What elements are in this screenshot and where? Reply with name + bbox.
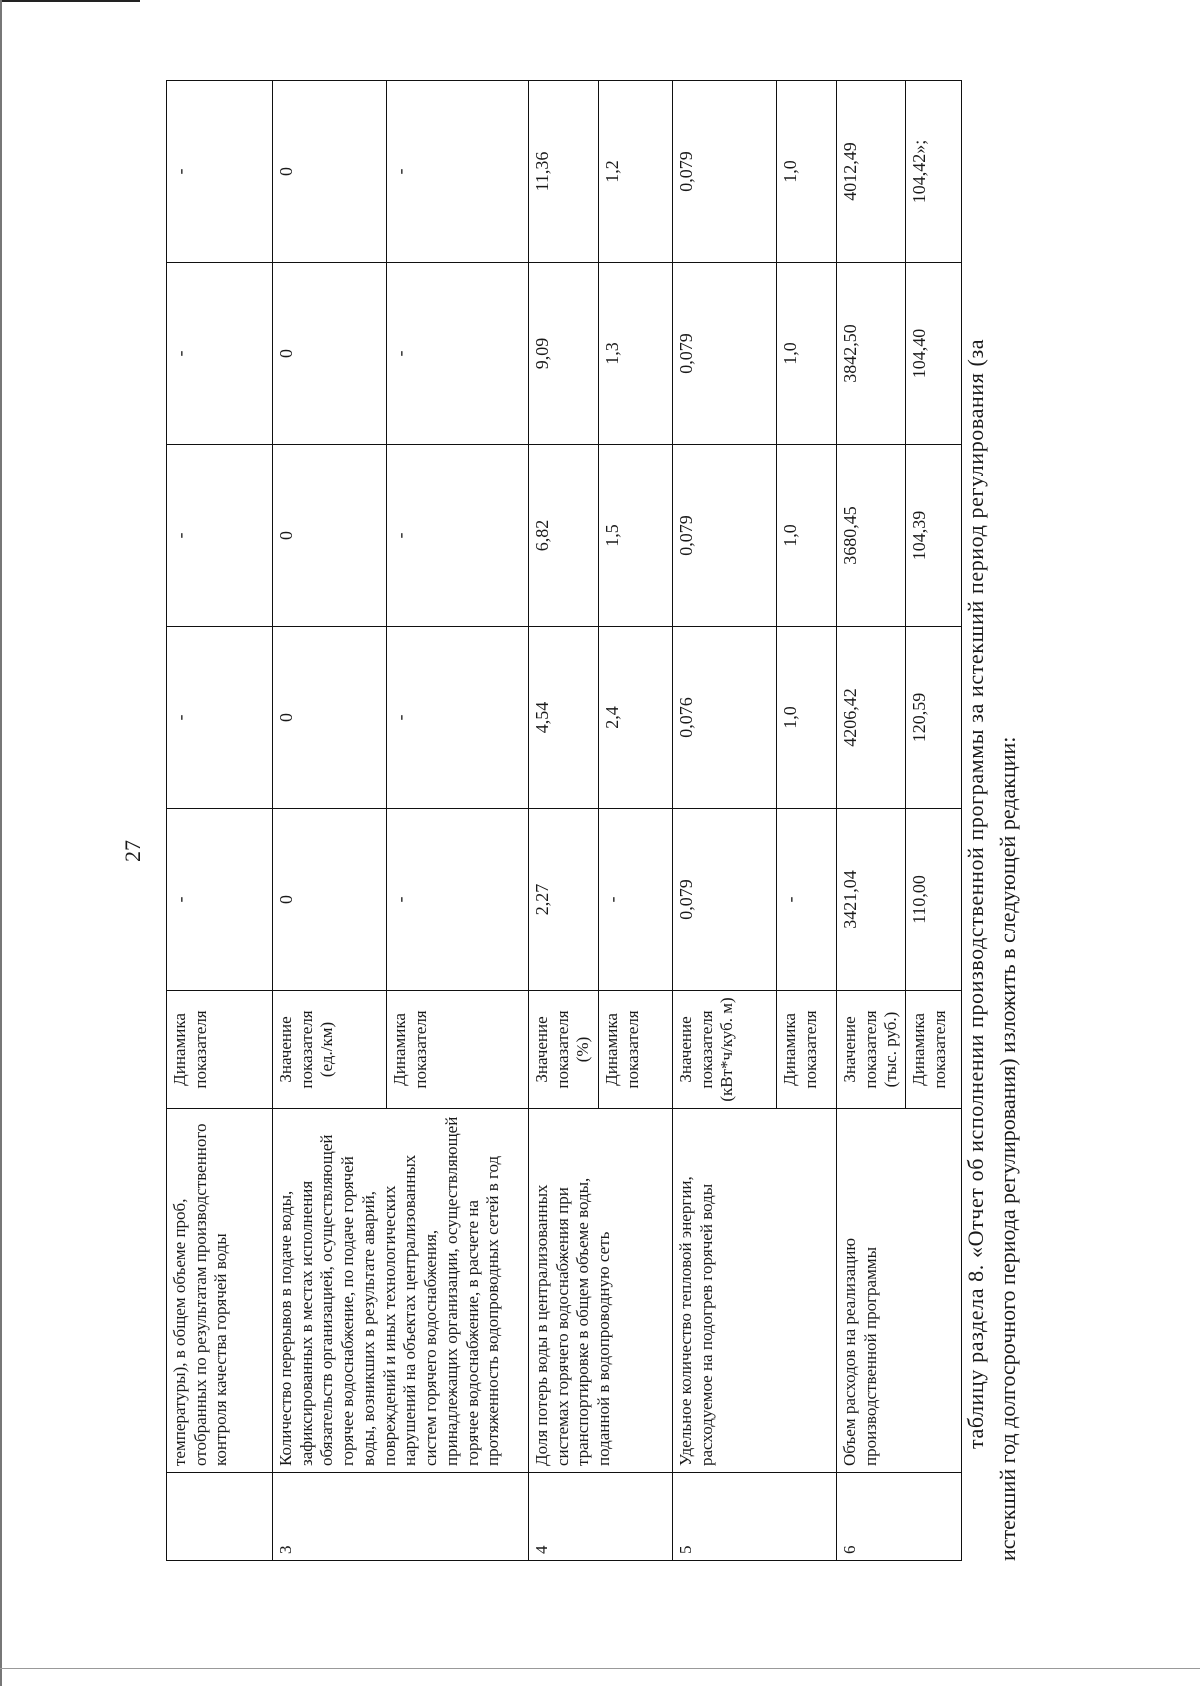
value-cell: 6,82: [529, 445, 599, 627]
unit-cell: Значение показателя (кВт*ч/куб. м): [673, 991, 777, 1109]
indicator-name-cell: Количество перерывов в подаче воды, зафиксированных в местах исполнения обязательств организацией, осуществляющей горячее водоснабжение, по подаче горячей воды, возникших в результате аварий, повреждений и иных технологических нарушений на объектах централизованных систем горячего водоснабжения, принадлежащих организации, осуществляющей горячее водоснабжение, в расчете на протяженность водопроводных сетей в год: [273, 1109, 529, 1473]
indicator-name-cell: Объем расходов на реализацию производственной программы: [837, 1109, 962, 1473]
table-row: [273, 81, 387, 1561]
caption-line-2: истекший год долгосрочного периода регулирования) изложить в следующей редакции:: [994, 736, 1020, 1561]
row-number-cell: 5: [673, 1473, 837, 1561]
value-cell: 110,00: [906, 809, 962, 991]
value-cell: 1,5: [599, 445, 673, 627]
value-cell: 4012,49: [837, 81, 906, 263]
value-cell: -: [777, 809, 837, 991]
value-cell: -: [167, 81, 273, 263]
value-cell: 4206,42: [837, 627, 906, 809]
value-cell: 104,40: [906, 263, 962, 445]
unit-cell: Значение показателя (%): [529, 991, 599, 1109]
value-cell: 0: [273, 263, 387, 445]
value-cell: 1,0: [777, 627, 837, 809]
value-cell: 0,076: [673, 627, 777, 809]
row-number-cell: 4: [529, 1473, 673, 1561]
value-cell: 0,079: [673, 809, 777, 991]
table-row: [837, 81, 906, 1561]
scan-edge-bottom: [0, 1668, 1200, 1669]
value-cell: -: [167, 809, 273, 991]
value-cell: 104,39: [906, 445, 962, 627]
value-cell: 1,3: [599, 263, 673, 445]
rotated-page-content: [166, 81, 1106, 1561]
value-cell: -: [167, 627, 273, 809]
caption-line-1: таблицу раздела 8. «Отчет об исполнении производственной программы за истекший период регулирования (за: [963, 338, 988, 1449]
caption: [960, 81, 1024, 1561]
value-cell: 2,4: [599, 627, 673, 809]
value-cell: 4,54: [529, 627, 599, 809]
value-cell: 11,36: [529, 81, 599, 263]
table-row: [529, 81, 599, 1561]
value-cell: 120,59: [906, 627, 962, 809]
value-cell: 3421,04: [837, 809, 906, 991]
report-table: [166, 80, 962, 1561]
value-cell: -: [599, 809, 673, 991]
value-cell: -: [387, 81, 529, 263]
unit-cell: Значение показателя (тыс. руб.): [837, 991, 906, 1109]
value-cell: 3842,50: [837, 263, 906, 445]
value-cell: 1,0: [777, 445, 837, 627]
indicator-name-cell: Доля потерь воды в централизованных системах горячего водоснабжения при транспортировке в общем объеме воды, поданной в водопроводную сеть: [529, 1109, 673, 1473]
row-number-cell: 6: [837, 1473, 962, 1561]
value-cell: 1,0: [777, 263, 837, 445]
value-cell: 0,079: [673, 263, 777, 445]
table-row: [673, 81, 777, 1561]
row-number-cell: [167, 1473, 273, 1561]
value-cell: -: [387, 809, 529, 991]
unit-cell: Динамика показателя: [906, 991, 962, 1109]
unit-cell: Динамика показателя: [599, 991, 673, 1109]
unit-cell: Динамика показателя: [777, 991, 837, 1109]
indicator-name-cell: температуры), в общем объеме проб, отобранных по результатам производственного контроля качества горячей воды: [167, 1109, 273, 1473]
value-cell: 2,27: [529, 809, 599, 991]
unit-cell: Динамика показателя: [387, 991, 529, 1109]
value-cell: 0: [273, 81, 387, 263]
value-cell: -: [167, 445, 273, 627]
report-table-body: [167, 81, 962, 1561]
table-row: [167, 81, 273, 1561]
value-cell: 9,09: [529, 263, 599, 445]
value-cell: 0,079: [673, 445, 777, 627]
value-cell: 0: [273, 445, 387, 627]
value-cell: -: [387, 627, 529, 809]
value-cell: -: [387, 263, 529, 445]
indicator-name-cell: Удельное количество тепловой энергии, расходуемое на подогрев горячей воды: [673, 1109, 837, 1473]
value-cell: 1,0: [777, 81, 837, 263]
page-number: 27: [120, 840, 145, 862]
unit-cell: Значение показателя (ед./км): [273, 991, 387, 1109]
scan-edge-left: [0, 0, 2, 1686]
unit-cell: Динамика показателя: [167, 991, 273, 1109]
value-cell: 3680,45: [837, 445, 906, 627]
value-cell: 1,2: [599, 81, 673, 263]
value-cell: 0: [273, 627, 387, 809]
row-number-cell: 3: [273, 1473, 529, 1561]
value-cell: 0,079: [673, 81, 777, 263]
value-cell: 104,42»;: [906, 81, 962, 263]
value-cell: -: [167, 263, 273, 445]
value-cell: -: [387, 445, 529, 627]
scan-edge-top: [0, 0, 140, 6]
value-cell: 0: [273, 809, 387, 991]
